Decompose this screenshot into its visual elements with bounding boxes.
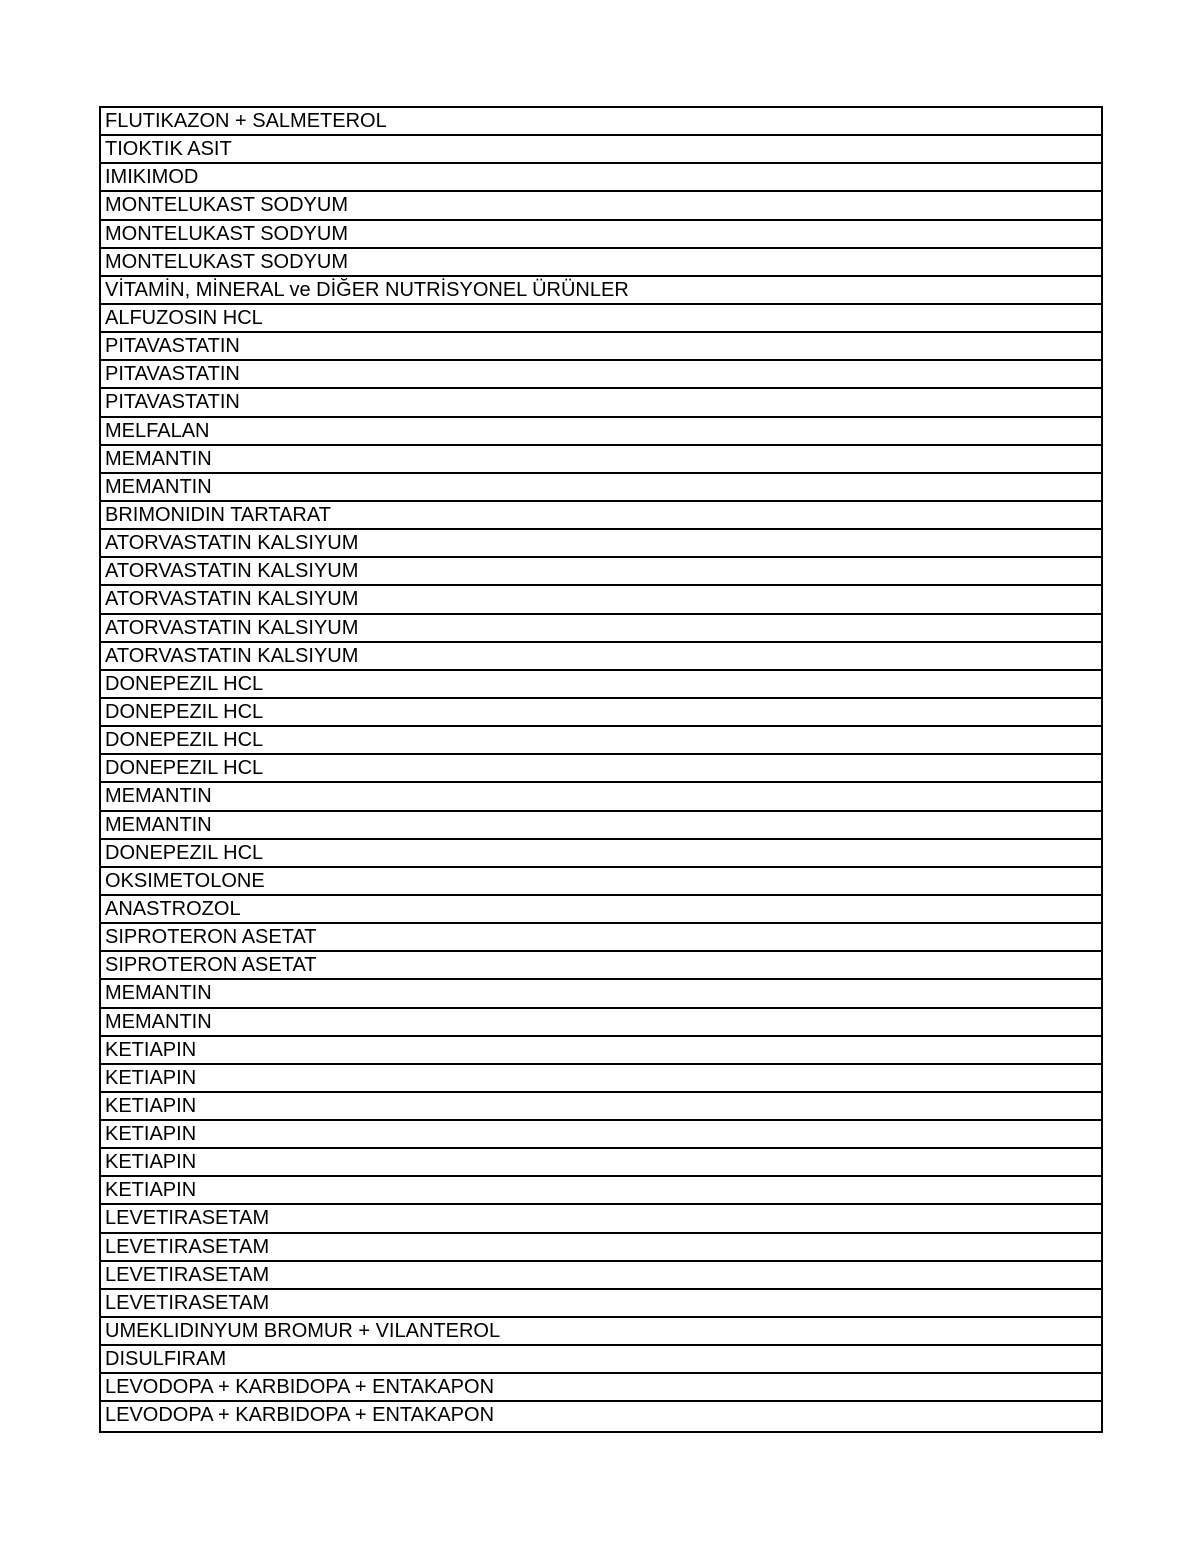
table-row: MEMANTIN xyxy=(101,980,1101,1008)
table-row: ATORVASTATIN KALSIYUM xyxy=(101,615,1101,643)
table-row: PITAVASTATIN xyxy=(101,361,1101,389)
table-row: IMIKIMOD xyxy=(101,164,1101,192)
table-row: LEVETIRASETAM xyxy=(101,1290,1101,1318)
table-row: KETIAPIN xyxy=(101,1037,1101,1065)
table-row: DONEPEZIL HCL xyxy=(101,755,1101,783)
table-row: MONTELUKAST SODYUM xyxy=(101,192,1101,220)
table-row: TIOKTIK ASIT xyxy=(101,136,1101,164)
table-row: ATORVASTATIN KALSIYUM xyxy=(101,530,1101,558)
table-row: MONTELUKAST SODYUM xyxy=(101,249,1101,277)
table-row: MEMANTIN xyxy=(101,783,1101,811)
table-row: MONTELUKAST SODYUM xyxy=(101,221,1101,249)
table-row: KETIAPIN xyxy=(101,1121,1101,1149)
table-row: MEMANTIN xyxy=(101,1009,1101,1037)
table-row: MEMANTIN xyxy=(101,812,1101,840)
table-row: PITAVASTATIN xyxy=(101,333,1101,361)
table-row: LEVODOPA + KARBIDOPA + ENTAKAPON xyxy=(101,1374,1101,1402)
table-row: OKSIMETOLONE xyxy=(101,868,1101,896)
table-row: ATORVASTATIN KALSIYUM xyxy=(101,586,1101,614)
table-row: MEMANTIN xyxy=(101,474,1101,502)
table-row: UMEKLIDINYUM BROMUR + VILANTEROL xyxy=(101,1318,1101,1346)
table-row: LEVETIRASETAM xyxy=(101,1234,1101,1262)
table-row: VİTAMİN, MİNERAL ve DİĞER NUTRİSYONEL ÜRÜNLER xyxy=(101,277,1101,305)
table-row: ATORVASTATIN KALSIYUM xyxy=(101,643,1101,671)
table-row: SIPROTERON ASETAT xyxy=(101,924,1101,952)
table-row: LEVETIRASETAM xyxy=(101,1262,1101,1290)
table-row: DONEPEZIL HCL xyxy=(101,840,1101,868)
drug-name-table xyxy=(99,106,1103,1433)
table-row: PITAVASTATIN xyxy=(101,389,1101,417)
table-row: KETIAPIN xyxy=(101,1093,1101,1121)
table-row: LEVETIRASETAM xyxy=(101,1205,1101,1233)
table-row: SIPROTERON ASETAT xyxy=(101,952,1101,980)
table-row: BRIMONIDIN TARTARAT xyxy=(101,502,1101,530)
table-row: ALFUZOSIN HCL xyxy=(101,305,1101,333)
table-row: KETIAPIN xyxy=(101,1177,1101,1205)
table-row: MELFALAN xyxy=(101,418,1101,446)
table-row: DONEPEZIL HCL xyxy=(101,671,1101,699)
table-row: MEMANTIN xyxy=(101,446,1101,474)
table-row: FLUTIKAZON + SALMETEROL xyxy=(101,108,1101,136)
table-row: ATORVASTATIN KALSIYUM xyxy=(101,558,1101,586)
table-row: KETIAPIN xyxy=(101,1065,1101,1093)
table-row: ANASTROZOL xyxy=(101,896,1101,924)
table-row: DONEPEZIL HCL xyxy=(101,727,1101,755)
table-row: LEVODOPA + KARBIDOPA + ENTAKAPON xyxy=(105,1404,495,1427)
table-row: DISULFIRAM xyxy=(101,1346,1101,1374)
table-row: DONEPEZIL HCL xyxy=(101,699,1101,727)
table-row: KETIAPIN xyxy=(101,1149,1101,1177)
